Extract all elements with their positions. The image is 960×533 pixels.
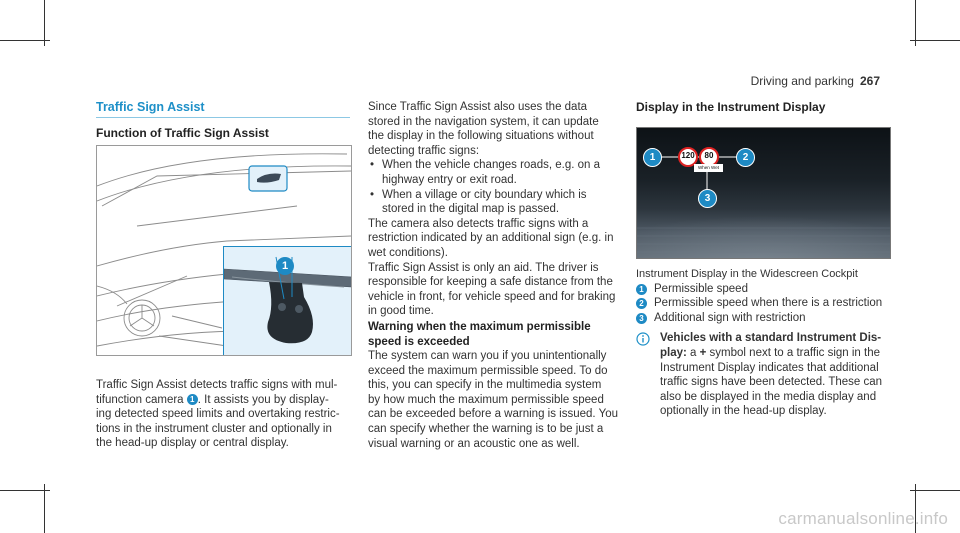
text-line: Traffic Sign Assist detects traffic signs with mul- (96, 379, 338, 391)
paragraph (368, 349, 620, 451)
note-lead-2: play: (660, 346, 687, 359)
crop-mark (0, 490, 50, 491)
display-heading: Display in the Instrument Display (636, 100, 826, 114)
warning-heading (368, 320, 620, 349)
crop-mark (0, 40, 50, 41)
text-span: tifunction camera (96, 393, 187, 406)
text-line: responsible for keeping a safe distance from the (368, 276, 613, 289)
plus-symbol: + (699, 346, 707, 359)
windshield-figure (96, 145, 352, 356)
text-line: the head-up display or central display. (96, 437, 289, 450)
text-line: highway entry or exit road. (382, 173, 517, 186)
list-item (368, 158, 620, 187)
crop-mark (44, 484, 45, 533)
legend-number: 3 (636, 313, 647, 324)
text-line: Warning when the maximum permissible (368, 320, 591, 333)
text-line: also be displayed in the media display and (660, 390, 877, 403)
text-line: detecting traffic signs: (368, 144, 480, 157)
legend-item (636, 296, 898, 311)
text-line: stored in the digital map is passed. (382, 203, 560, 216)
running-header (751, 74, 880, 88)
text-line: vehicle in front, for vehicle speed and for braking (368, 290, 616, 303)
inline-callout-1: 1 (187, 394, 198, 405)
paragraph (368, 261, 620, 319)
speed-sign-120: 120 (681, 151, 695, 160)
text-span: symbol next to a traffic sign in the (706, 346, 881, 359)
legend-text: Permissible speed when there is a restriction (654, 297, 883, 310)
speed-sign-80: 80 (704, 151, 714, 160)
camera-detail-panel (223, 246, 352, 356)
intro-text (368, 100, 620, 158)
legend-number: 2 (636, 298, 647, 309)
text-line: Instrument Display indicates that additional (660, 361, 879, 374)
text-line: restriction indicated by an additional sign (e.g. in (368, 232, 614, 245)
text-line: wet conditions). (368, 246, 448, 259)
text-line: The camera also detects traffic signs with a (368, 217, 589, 230)
section-rule (96, 117, 350, 118)
note-lead: Vehicles with a standard Instrument Dis- (660, 332, 882, 345)
instrument-display-figure (636, 127, 891, 259)
text-line: by how much the maximum permissible speed (368, 393, 604, 406)
text-line: • When the vehicle changes roads, e.g. on a (382, 159, 601, 172)
right-text (636, 267, 898, 419)
text-line: this, you can specify in the multimedia system (368, 379, 602, 392)
text-line: can be exceeded before a warning is issued. You (368, 408, 618, 421)
text-line: optionally in the head-up display. (660, 405, 827, 418)
crop-mark (910, 490, 960, 491)
display-illustration (637, 128, 890, 258)
text-line: can specify whether the warning is to be just a (368, 423, 604, 436)
text-line: The system can warn you if you unintentionally (368, 350, 607, 363)
info-note (636, 331, 898, 419)
info-icon (636, 332, 650, 351)
text-line: • When a village or city boundary which is (382, 188, 587, 201)
crop-mark (910, 40, 960, 41)
section-title: Traffic Sign Assist (96, 100, 205, 114)
display-callout-1: 1 (643, 148, 662, 167)
text-line: Traffic Sign Assist is only an aid. The driver is (368, 261, 599, 274)
text-span: . It assists you by display- (197, 393, 329, 406)
legend-text: Additional sign with restriction (654, 311, 806, 324)
text-line (96, 393, 358, 408)
text-line: in good time. (368, 305, 434, 318)
text-line: the display in the following situations without (368, 130, 594, 143)
legend-item (636, 282, 898, 297)
camera-housing (249, 166, 287, 191)
text-line: stored in the navigation system, it can update (368, 115, 599, 128)
bullet-list (368, 158, 620, 216)
legend-text: Permissible speed (654, 282, 748, 295)
text-line: Since Traffic Sign Assist also uses the data (368, 101, 588, 113)
text-line: tions in the instrument cluster and optionally in (96, 422, 332, 435)
text-line: speed is exceeded (368, 335, 470, 348)
text-line (660, 331, 898, 346)
text-line: ing detected speed limits and overtaking restric- (96, 408, 340, 421)
page-number: 267 (859, 74, 880, 88)
text-span: a (686, 346, 700, 359)
intro-paragraph (96, 378, 358, 451)
legend-number: 1 (636, 284, 647, 295)
text-line: exceed the maximum permissible speed. To do (368, 364, 608, 377)
additional-sign-when-wet: When Wet (698, 165, 719, 170)
paragraph (368, 217, 620, 261)
watermark: carmanualsonline.info (778, 509, 948, 528)
list-item (368, 188, 620, 217)
display-callout-3: 3 (698, 189, 717, 208)
figure-caption: Instrument Display in the Widescreen Cockpit (636, 268, 858, 280)
legend-item (636, 311, 898, 326)
figure-callout-1: 1 (276, 257, 294, 275)
text-line: visual warning or an acoustic one as well. (368, 437, 580, 450)
subsection-title: Function of Traffic Sign Assist (96, 126, 269, 140)
display-callout-2: 2 (736, 148, 755, 167)
middle-column (368, 100, 620, 451)
section-name: Driving and parking (750, 74, 854, 88)
text-line: traffic signs have been detected. These can (660, 376, 883, 389)
text-line (660, 346, 898, 361)
